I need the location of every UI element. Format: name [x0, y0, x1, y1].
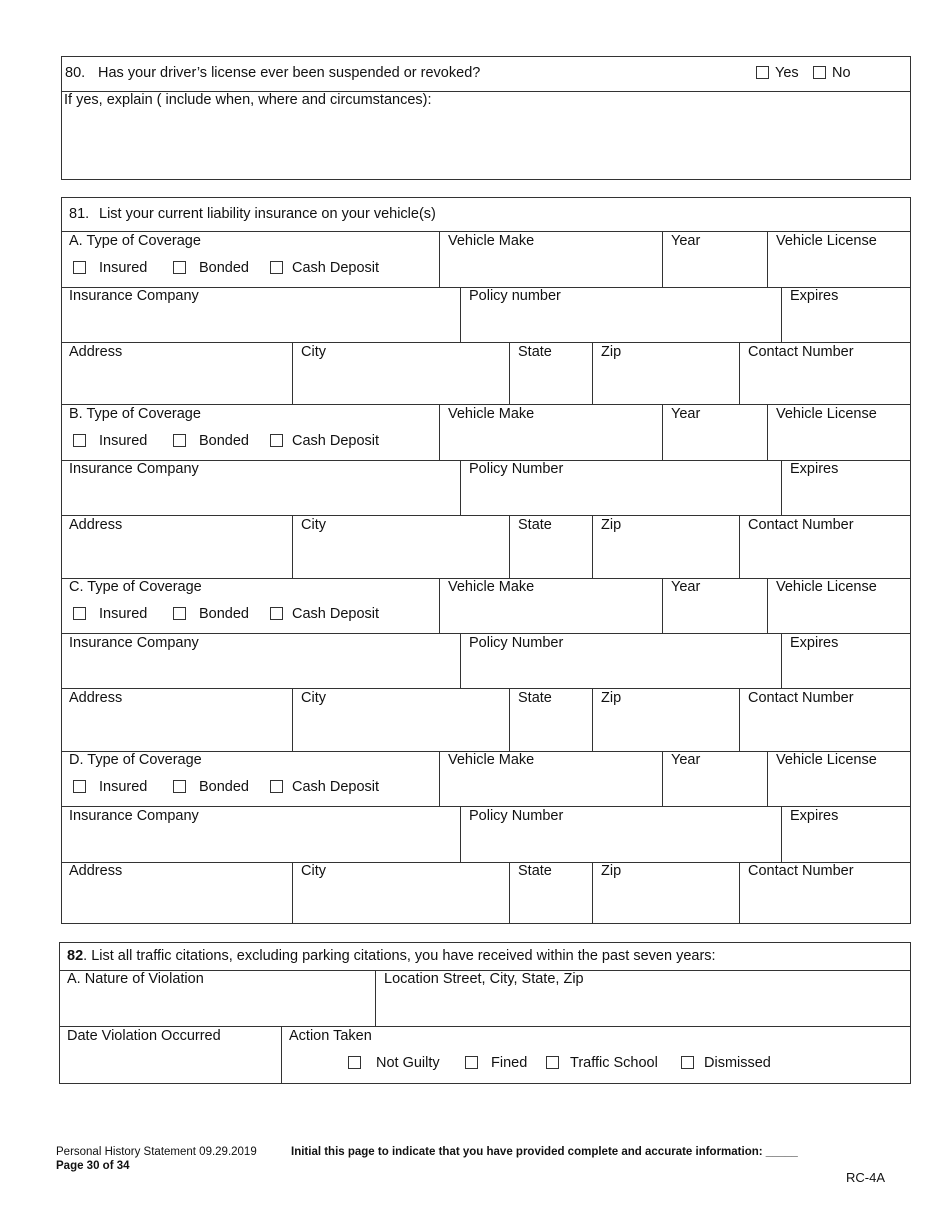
zip-label: Zip — [601, 690, 622, 706]
col-divider — [767, 751, 768, 806]
expires-label: Expires — [790, 288, 839, 304]
insured-checkbox[interactable] — [73, 607, 86, 620]
contact-number-label: Contact Number — [748, 690, 854, 706]
coverage-type-label: C. Type of Coverage — [69, 579, 202, 595]
state-label: State — [518, 863, 552, 879]
policy-number-label: Policy Number — [469, 635, 564, 651]
col-divider — [509, 688, 510, 751]
q81-number: 81. — [69, 206, 90, 222]
col-divider — [592, 515, 593, 578]
q82-row-divider — [59, 1026, 911, 1027]
col-divider — [767, 231, 768, 287]
zip-label: Zip — [601, 863, 622, 879]
insured-label: Insured — [99, 606, 148, 622]
state-label: State — [518, 690, 552, 706]
col-divider — [739, 342, 740, 404]
q82-title-text: . List all traffic citations, excluding parking citations, you have received within the past seven years: — [83, 948, 716, 964]
row-divider — [61, 688, 911, 689]
state-label: State — [518, 344, 552, 360]
expires-label: Expires — [790, 461, 839, 477]
action-taken-label: Action Taken — [289, 1028, 372, 1044]
not-guilty-label: Not Guilty — [376, 1055, 440, 1071]
col-divider — [592, 862, 593, 923]
fined-checkbox[interactable] — [465, 1056, 478, 1069]
policy-number-label: Policy Number — [469, 808, 564, 824]
q80-number: 80. — [65, 65, 86, 81]
col-divider — [592, 342, 593, 404]
col-divider — [460, 633, 461, 688]
col-divider — [662, 404, 663, 460]
state-label: State — [518, 517, 552, 533]
cash-deposit-label: Cash Deposit — [292, 779, 380, 795]
cash-deposit-label: Cash Deposit — [292, 606, 380, 622]
vehicle-license-label: Vehicle License — [776, 579, 877, 595]
col-divider — [292, 862, 293, 923]
bonded-checkbox[interactable] — [173, 607, 186, 620]
not-guilty-checkbox[interactable] — [348, 1056, 361, 1069]
coverage-type-label: A. Type of Coverage — [69, 233, 201, 249]
insured-label: Insured — [99, 433, 148, 449]
contact-number-label: Contact Number — [748, 517, 854, 533]
col-divider — [292, 515, 293, 578]
col-divider — [460, 287, 461, 342]
col-divider — [781, 287, 782, 342]
dismissed-checkbox[interactable] — [681, 1056, 694, 1069]
col-divider — [662, 231, 663, 287]
traffic-school-label: Traffic School — [570, 1055, 658, 1071]
city-label: City — [301, 517, 326, 533]
row-divider — [61, 342, 911, 343]
col-divider — [460, 460, 461, 515]
q80-no-checkbox[interactable] — [813, 66, 826, 79]
q80-explain-label: If yes, explain ( include when, where and circumstances): — [64, 92, 432, 108]
dismissed-label: Dismissed — [704, 1055, 771, 1071]
col-divider — [292, 688, 293, 751]
city-label: City — [301, 690, 326, 706]
col-divider — [439, 751, 440, 806]
col-divider — [739, 862, 740, 923]
vehicle-make-label: Vehicle Make — [448, 406, 535, 422]
bonded-checkbox[interactable] — [173, 261, 186, 274]
bonded-label: Bonded — [199, 779, 249, 795]
vehicle-make-label: Vehicle Make — [448, 579, 535, 595]
col-divider — [509, 515, 510, 578]
bonded-checkbox[interactable] — [173, 434, 186, 447]
contact-number-label: Contact Number — [748, 344, 854, 360]
traffic-school-checkbox[interactable] — [546, 1056, 559, 1069]
zip-label: Zip — [601, 344, 622, 360]
col-divider — [292, 342, 293, 404]
location-label: Location Street, City, State, Zip — [384, 971, 584, 987]
insured-checkbox[interactable] — [73, 261, 86, 274]
q82-number: 82 — [67, 948, 84, 964]
coverage-type-label: D. Type of Coverage — [69, 752, 202, 768]
q82-col-divider — [281, 1026, 282, 1084]
col-divider — [509, 342, 510, 404]
address-label: Address — [69, 344, 123, 360]
policy-number-label: Policy Number — [469, 461, 564, 477]
address-label: Address — [69, 690, 123, 706]
row-divider — [61, 515, 911, 516]
col-divider — [739, 515, 740, 578]
coverage-type-label: B. Type of Coverage — [69, 406, 201, 422]
col-divider — [509, 862, 510, 923]
footer-page-number: Page 30 of 34 — [56, 1160, 130, 1172]
year-label: Year — [671, 233, 701, 249]
col-divider — [739, 688, 740, 751]
insured-label: Insured — [99, 779, 148, 795]
insurance-company-label: Insurance Company — [69, 635, 199, 651]
vehicle-make-label: Vehicle Make — [448, 752, 535, 768]
vehicle-make-label: Vehicle Make — [448, 233, 535, 249]
q81-header-divider — [61, 231, 911, 232]
contact-number-label: Contact Number — [748, 863, 854, 879]
bonded-label: Bonded — [199, 606, 249, 622]
bonded-checkbox[interactable] — [173, 780, 186, 793]
footer-initial-text: Initial this page to indicate that you have provided complete and accurate information: _____ — [291, 1146, 798, 1158]
insurance-company-label: Insurance Company — [69, 808, 199, 824]
col-divider — [781, 633, 782, 688]
cash-deposit-checkbox[interactable] — [270, 780, 283, 793]
col-divider — [781, 806, 782, 862]
footer-form-code: RC-4A — [846, 1170, 886, 1185]
row-divider — [61, 806, 911, 807]
row-divider — [61, 633, 911, 634]
cash-deposit-checkbox[interactable] — [270, 607, 283, 620]
zip-label: Zip — [601, 517, 622, 533]
q81-title: List your current liability insurance on your vehicle(s) — [99, 206, 436, 222]
year-label: Year — [671, 579, 701, 595]
col-divider — [460, 806, 461, 862]
date-violation-label: Date Violation Occurred — [67, 1028, 221, 1044]
q80-explain-field[interactable] — [62, 110, 910, 179]
col-divider — [662, 751, 663, 806]
cash-deposit-label: Cash Deposit — [292, 260, 380, 276]
row-divider — [61, 404, 911, 405]
address-label: Address — [69, 517, 123, 533]
year-label: Year — [671, 406, 701, 422]
insurance-company-label: Insurance Company — [69, 461, 199, 477]
col-divider — [592, 688, 593, 751]
policy-number-label: Policy number — [469, 288, 561, 304]
vehicle-license-label: Vehicle License — [776, 233, 877, 249]
q82-col-divider — [375, 970, 376, 1026]
city-label: City — [301, 863, 326, 879]
address-label: Address — [69, 863, 123, 879]
q80-question: Has your driver’s license ever been suspended or revoked? — [98, 65, 481, 81]
col-divider — [439, 404, 440, 460]
insurance-company-label: Insurance Company — [69, 288, 199, 304]
insured-checkbox[interactable] — [73, 434, 86, 447]
footer-form-name: Personal History Statement 09.29.2019 — [56, 1146, 257, 1158]
insured-label: Insured — [99, 260, 148, 276]
cash-deposit-checkbox[interactable] — [270, 261, 283, 274]
city-label: City — [301, 344, 326, 360]
col-divider — [781, 460, 782, 515]
bonded-label: Bonded — [199, 260, 249, 276]
expires-label: Expires — [790, 635, 839, 651]
cash-deposit-label: Cash Deposit — [292, 433, 380, 449]
q80-yes-checkbox[interactable] — [756, 66, 769, 79]
fined-label: Fined — [491, 1055, 528, 1071]
bonded-label: Bonded — [199, 433, 249, 449]
q80-no-label: No — [832, 65, 851, 81]
col-divider — [439, 578, 440, 633]
col-divider — [662, 578, 663, 633]
vehicle-license-label: Vehicle License — [776, 752, 877, 768]
col-divider — [767, 578, 768, 633]
insured-checkbox[interactable] — [73, 780, 86, 793]
expires-label: Expires — [790, 808, 839, 824]
year-label: Year — [671, 752, 701, 768]
vehicle-license-label: Vehicle License — [776, 406, 877, 422]
nature-of-violation-label: A. Nature of Violation — [67, 971, 204, 987]
q82-title — [67, 948, 716, 965]
cash-deposit-checkbox[interactable] — [270, 434, 283, 447]
col-divider — [767, 404, 768, 460]
col-divider — [439, 231, 440, 287]
q80-yes-label: Yes — [775, 65, 799, 81]
